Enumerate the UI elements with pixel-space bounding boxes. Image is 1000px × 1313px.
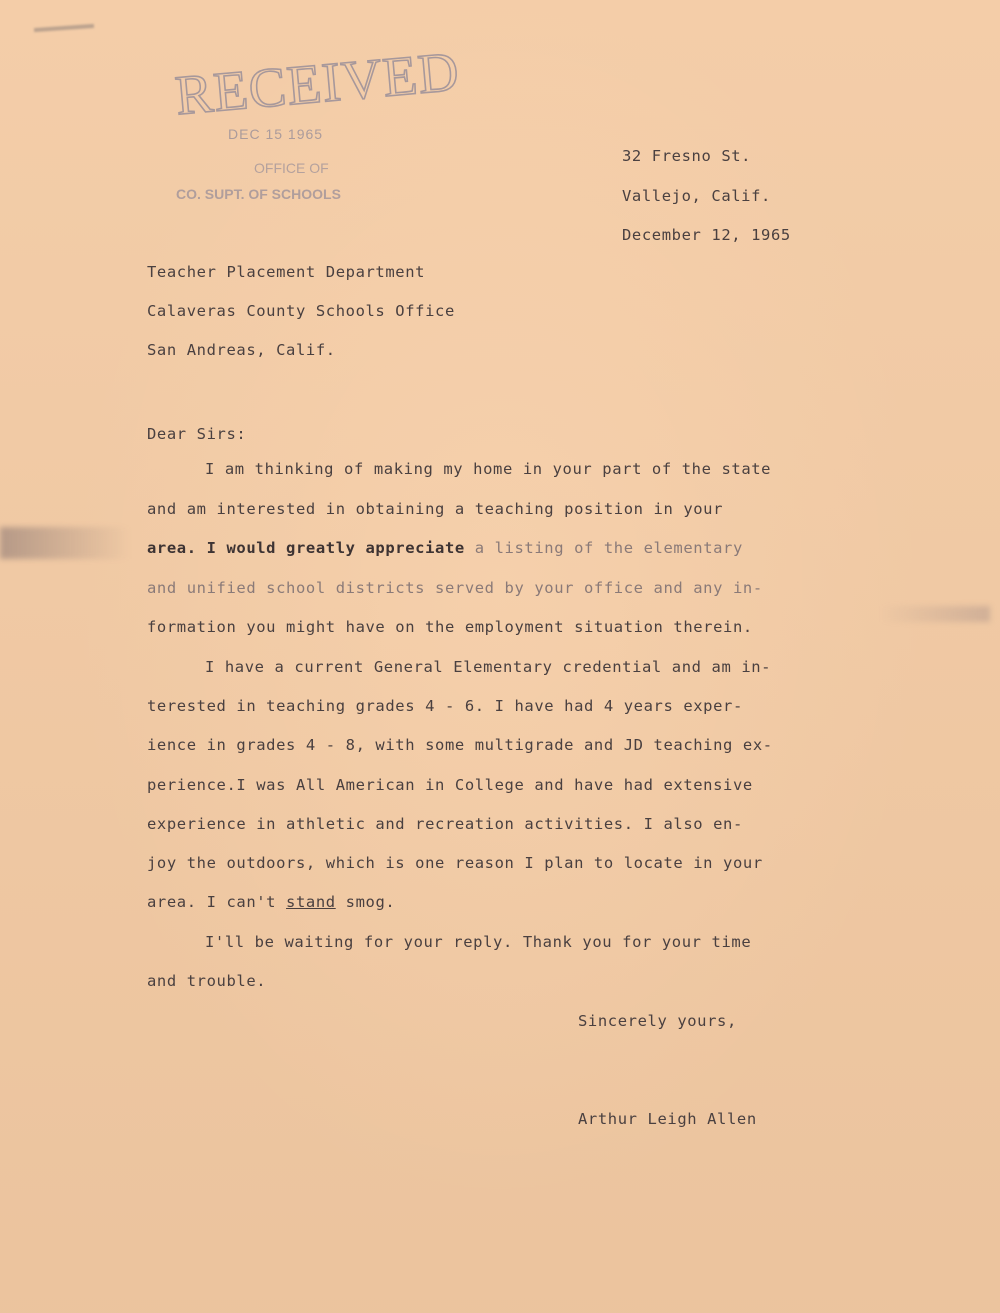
body-line: I have a current General Elementary credential and am in- [205,658,772,676]
recipient-line-2: Calaveras County Schools Office [147,302,455,320]
sender-street: 32 Fresno St. [622,147,752,165]
body-line: and unified school districts served by your office and any in- [147,579,763,597]
stamp-date: DEC 15 1965 [228,126,324,142]
body-line: perience.I was All American in College and have had extensive [147,776,753,794]
stamp-office: OFFICE OF [254,160,329,176]
body-line [147,893,395,911]
body-line: ience in grades 4 - 8, with some multigrade and JD teaching ex- [147,736,773,754]
body-line [147,539,743,557]
ink-smudge [0,527,130,559]
body-line-bold: area. I would greatly appreciate [147,539,465,557]
body-line: I'll be waiting for your reply. Thank you for your time [205,933,752,951]
recipient-line-3: San Andreas, Calif. [147,341,336,359]
letter-date: December 12, 1965 [622,226,791,244]
body-line: and trouble. [147,972,267,990]
body-line-part: smog. [335,893,396,911]
body-line-faint: a listing of the elementary [464,539,743,557]
ink-smudge [880,606,990,622]
body-line: formation you might have on the employment situation therein. [147,618,753,636]
underlined-word: stand [286,893,336,911]
stamp-received-text: RECEIVED [172,40,463,128]
closing: Sincerely yours, [578,1012,737,1030]
recipient-line-1: Teacher Placement Department [147,263,426,281]
received-stamp [170,40,463,222]
body-line: and am interested in obtaining a teaching position in your [147,500,724,518]
signature: Arthur Leigh Allen [578,1110,757,1128]
body-line: joy the outdoors, which is one reason I plan to locate in your [147,854,763,872]
salutation: Dear Sirs: [147,425,247,443]
body-line-part: area. I can't [147,893,287,911]
paper-mark [34,24,94,32]
stamp-supt: CO. SUPT. OF SCHOOLS [176,186,341,202]
body-line: I am thinking of making my home in your part of the state [205,460,772,478]
sender-city: Vallejo, Calif. [622,187,771,205]
body-line: terested in teaching grades 4 - 6. I have had 4 years exper- [147,697,743,715]
body-line: experience in athletic and recreation activities. I also en- [147,815,743,833]
